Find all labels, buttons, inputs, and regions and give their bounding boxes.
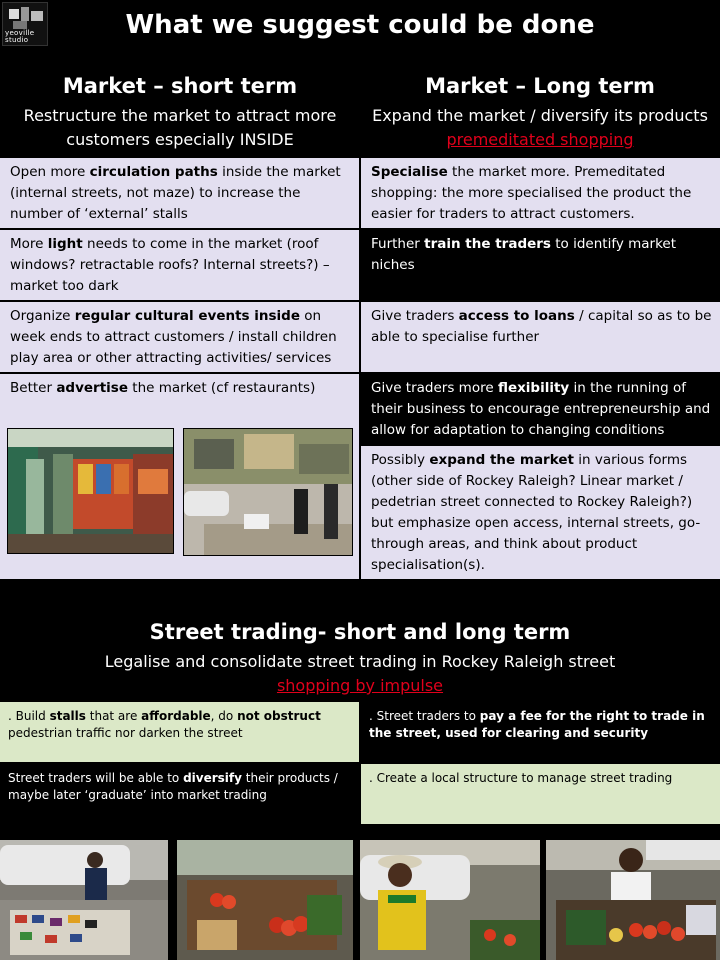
market-long-heading: Market – Long term: [425, 74, 655, 98]
logo-line2: studio: [5, 36, 29, 44]
street-item-3: Street traders will be able to diversify their products / maybe later ‘graduate’ into market trading: [0, 764, 359, 824]
street-trader-photo-3: [360, 840, 540, 960]
street-item-1: . Build stalls that are affordable, do not obstruct pedestrian traffic nor darken the street: [0, 702, 359, 762]
shopping-by-impulse-link[interactable]: shopping by impulse: [276, 676, 444, 695]
market-street-photo: [183, 428, 353, 556]
market-long-item-4: Give traders more flexibility in the running of their business to encourage entrepreneurship and allow for adaptation to changing conditions: [361, 374, 720, 444]
street-trading-heading: Street trading- short and long term: [149, 620, 571, 644]
market-long-subtitle: [370, 104, 710, 152]
market-short-item-2: More light needs to come in the market (roof windows? retractable roofs? Internal streets?) – market too dark: [0, 230, 359, 300]
market-short-item-1: Open more circulation paths inside the market (internal streets, not maze) to increase the number of ‘external’ stalls: [0, 158, 359, 228]
street-item-2: . Street traders to pay a fee for the right to trade in the street, used for clearing and security: [361, 702, 720, 762]
street-item-4: . Create a local structure to manage street trading: [361, 764, 720, 824]
street-trading-subtitle: Legalise and consolidate street trading in Rockey Raleigh street: [104, 652, 616, 671]
street-trader-photo-4: [546, 840, 720, 960]
market-long-item-2: Further train the traders to identify market niches: [361, 230, 720, 300]
market-long-item-1: Specialise the market more. Premeditated shopping: the more specialised the product the easier for traders to attract customers.: [361, 158, 720, 228]
street-trader-photo-1: [0, 840, 168, 960]
market-short-item-4: Better advertise the market (cf restaurants): [0, 374, 359, 579]
market-long-item-3: Give traders access to loans / capital so as to be able to specialise further: [361, 302, 720, 372]
page-title: What we suggest could be done: [125, 10, 595, 40]
market-short-subtitle: Restructure the market to attract more customers especially INSIDE: [23, 106, 337, 149]
market-long-subtitle-text: Expand the market / diversify its products: [372, 106, 708, 125]
street-trader-photo-2: [177, 840, 353, 960]
market-interior-photo: [7, 428, 174, 554]
market-short-heading: Market – short term: [62, 74, 298, 98]
logo-line1: yeoville: [5, 29, 35, 37]
street-trading-link-wrap: [0, 674, 720, 698]
market-long-item-5: Possibly expand the market in various forms (other side of Rockey Raleigh? Linear market / pedetrian street connected to Rockey Raleigh?) but emphasize open access, internal streets, go-through areas, and think about product specialisation(s).: [361, 446, 720, 579]
premeditated-shopping-link[interactable]: premeditated shopping: [446, 130, 634, 149]
market-short-item-3: Organize regular cultural events inside on week ends to attract customers / install children play area or other attracting activities/ services: [0, 302, 359, 372]
